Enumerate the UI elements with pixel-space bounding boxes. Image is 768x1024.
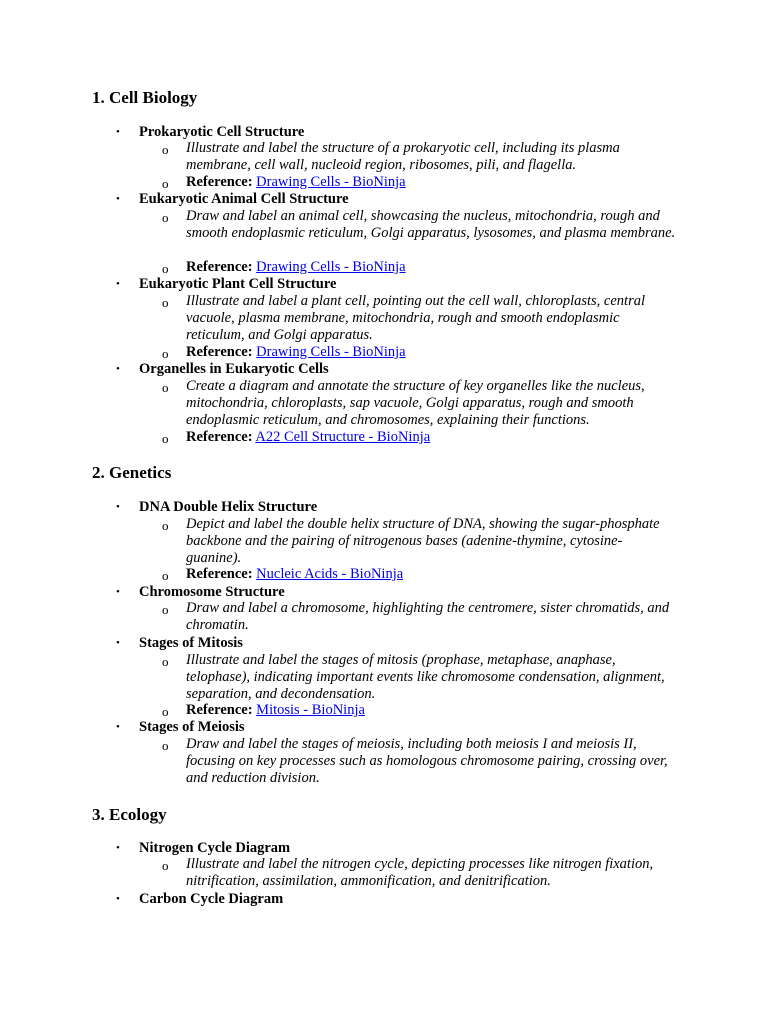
- sub-bullet: o: [162, 142, 169, 157]
- bullet: •: [116, 126, 120, 138]
- topic-title: Stages of Meiosis: [139, 719, 245, 735]
- topic-description: Draw and label a chromosome, highlighting the centromere, sister chromatids, and chromatin.: [186, 600, 670, 633]
- sub-bullet: o: [162, 602, 169, 617]
- reference-link[interactable]: Mitosis - BioNinja: [256, 702, 365, 718]
- bullet: •: [116, 501, 120, 513]
- topic-title: Stages of Mitosis: [139, 635, 243, 651]
- bullet: •: [116, 586, 120, 598]
- sub-bullet: o: [162, 210, 169, 225]
- sub-bullet: o: [162, 858, 169, 873]
- topic-title: Carbon Cycle Diagram: [139, 891, 284, 907]
- topic-description: Draw and label an animal cell, showcasing the nucleus, mitochondria, rough and smooth endoplasmic reticulum, Golgi apparatus, lysosomes, and plasma membrane.: [186, 208, 676, 241]
- topic-description: Illustrate and label the nitrogen cycle, depicting processes like nitrogen fixation, nitrification, assimilation, ammonification, and denitrification.: [186, 856, 654, 889]
- reference-label: Reference:: [186, 429, 253, 445]
- sub-bullet: o: [162, 380, 169, 395]
- reference-label: Reference:: [186, 174, 253, 190]
- reference-link[interactable]: Drawing Cells - BioNinja: [256, 259, 406, 275]
- sub-bullet: o: [162, 431, 169, 446]
- reference: [186, 566, 403, 583]
- topic-title: Chromosome Structure: [139, 584, 285, 600]
- reference-label: Reference:: [186, 344, 253, 360]
- reference-link[interactable]: Drawing Cells - BioNinja: [256, 344, 406, 360]
- reference-link[interactable]: A22 Cell Structure - BioNinja: [255, 429, 431, 445]
- bullet: •: [116, 363, 120, 375]
- sub-bullet: o: [162, 176, 169, 191]
- section-title: 2. Genetics: [92, 463, 172, 482]
- bullet: •: [116, 637, 120, 649]
- sub-bullet: o: [162, 738, 169, 753]
- topic-description: Draw and label the stages of meiosis, including both meiosis I and meiosis II, focusing on key processes such as homologous chromosome pairing, crossing over, and reduction division.: [186, 736, 668, 786]
- reference: [186, 344, 406, 361]
- bullet: •: [116, 842, 120, 854]
- topic-title: Prokaryotic Cell Structure: [139, 124, 305, 140]
- bullet: •: [116, 893, 120, 905]
- bullet: •: [116, 278, 120, 290]
- reference: [186, 702, 365, 719]
- sub-bullet: o: [162, 346, 169, 361]
- bullet: •: [116, 193, 120, 205]
- reference-link[interactable]: Nucleic Acids - BioNinja: [256, 566, 404, 582]
- topic-title: Eukaryotic Plant Cell Structure: [139, 276, 337, 292]
- topic-title: Eukaryotic Animal Cell Structure: [139, 191, 349, 207]
- sub-bullet: o: [162, 654, 169, 669]
- reference: [186, 174, 406, 191]
- sub-bullet: o: [162, 518, 169, 533]
- topic-description: Depict and label the double helix structure of DNA, showing the sugar-phosphate backbone and the pairing of nitrogenous bases (adenine-thymine, cytosine-guanine).: [186, 516, 660, 566]
- reference-label: Reference:: [186, 702, 253, 718]
- sub-bullet: o: [162, 704, 169, 719]
- sub-bullet: o: [162, 568, 169, 583]
- topic-description: Illustrate and label a plant cell, pointing out the cell wall, chloroplasts, central vacuole, plasma membrane, mitochondria, rough and smooth endoplasmic reticulum, and Golgi apparatus.: [186, 293, 645, 343]
- reference-label: Reference:: [186, 259, 253, 275]
- topic-description: Illustrate and label the structure of a prokaryotic cell, including its plasma membrane, cell wall, nucleoid region, ribosomes, pili, and flagella.: [186, 140, 620, 173]
- sub-bullet: o: [162, 261, 169, 276]
- topic-description: Illustrate and label the stages of mitosis (prophase, metaphase, anaphase, telophase), indicating important events like chromosome condensation, alignment, separation, and decondensation.: [186, 652, 665, 702]
- topic-title: Nitrogen Cycle Diagram: [139, 840, 291, 856]
- reference: [186, 259, 406, 276]
- topic-title: Organelles in Eukaryotic Cells: [139, 361, 329, 377]
- reference: [186, 429, 430, 446]
- sub-bullet: o: [162, 295, 169, 310]
- reference-link[interactable]: Drawing Cells - BioNinja: [256, 174, 406, 190]
- section-title: 3. Ecology: [92, 805, 167, 824]
- topic-title: DNA Double Helix Structure: [139, 499, 318, 515]
- topic-description: Create a diagram and annotate the structure of key organelles like the nucleus, mitochondria, chloroplasts, sap vacuole, Golgi apparatus, rough and smooth endoplasmic reticulum, and chromosomes, explaining their functions.: [186, 378, 645, 428]
- section-title: 1. Cell Biology: [92, 88, 198, 107]
- bullet: •: [116, 721, 120, 733]
- reference-label: Reference:: [186, 566, 253, 582]
